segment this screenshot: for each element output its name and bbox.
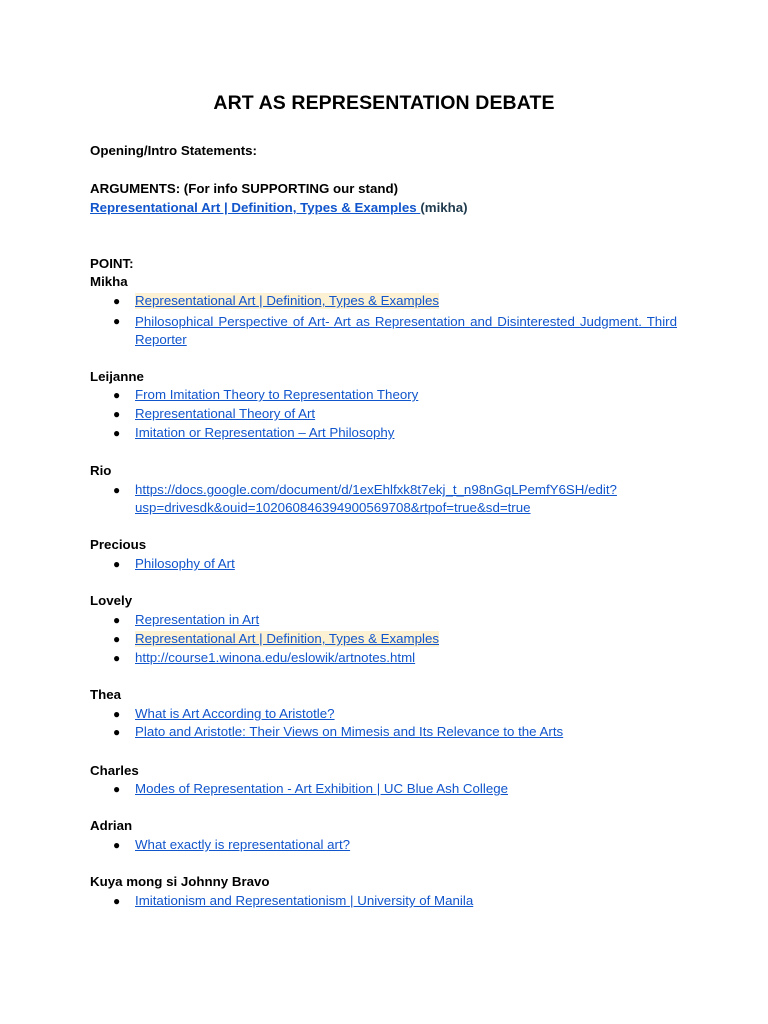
point-heading: POINT: — [90, 256, 134, 271]
bullet: ● — [113, 426, 121, 440]
bullet: ● — [113, 725, 121, 739]
section-name-johnny-bravo: Kuya mong si Johnny Bravo — [90, 874, 270, 889]
link-item[interactable]: Philosophical Perspective of Art- Art as Representation and Disinterested Judgment. Third Reporter — [135, 314, 677, 347]
bullet: ● — [113, 707, 121, 721]
bullet: ● — [113, 314, 121, 328]
link-item[interactable]: What is Art According to Aristotle? — [135, 706, 335, 721]
bullet: ● — [113, 557, 121, 571]
link-item[interactable]: From Imitation Theory to Representation Theory — [135, 387, 419, 402]
section-name-leijanne: Leijanne — [90, 369, 144, 384]
link-item[interactable]: Philosophy of Art — [135, 556, 235, 571]
section-name-precious: Precious — [90, 537, 147, 552]
section-name-mikha: Mikha — [90, 274, 128, 289]
link-item[interactable]: Imitation or Representation – Art Philosophy — [135, 425, 395, 440]
link-item[interactable]: Modes of Representation - Art Exhibition | UC Blue Ash College — [135, 781, 509, 796]
arguments-note: (mikha) — [420, 200, 468, 215]
section-name-adrian: Adrian — [90, 818, 133, 833]
link-item[interactable]: https://docs.google.com/document/d/1exEhlfxk8t7ekj_t_n98nGqLPemfY6SH/edit? — [135, 482, 617, 497]
bullet: ● — [113, 388, 121, 402]
link-item[interactable]: Representational Art | Definition, Types & Examples — [135, 293, 440, 308]
link-item[interactable]: Representation in Art — [135, 612, 260, 627]
bullet: ● — [113, 838, 121, 852]
link-item[interactable]: Plato and Aristotle: Their Views on Mimesis and Its Relevance to the Arts — [135, 724, 564, 739]
bullet: ● — [113, 294, 121, 308]
bullet: ● — [113, 632, 121, 646]
section-name-lovely: Lovely — [90, 593, 133, 608]
arguments-line — [90, 200, 468, 216]
bullet: ● — [113, 894, 121, 908]
section-name-charles: Charles — [90, 763, 139, 778]
section-name-rio: Rio — [90, 463, 112, 478]
link-item[interactable]: http://course1.winona.edu/eslowik/artnotes.html — [135, 650, 416, 665]
bullet: ● — [113, 613, 121, 627]
arguments-link[interactable]: Representational Art | Definition, Types & Examples — [90, 200, 421, 215]
link-item[interactable]: Representational Theory of Art — [135, 406, 316, 421]
bullet: ● — [113, 651, 121, 665]
opening-heading: Opening/Intro Statements: — [90, 143, 257, 158]
bullet: ● — [113, 483, 121, 497]
bullet: ● — [113, 782, 121, 796]
section-name-thea: Thea — [90, 687, 122, 702]
link-item[interactable]: Imitationism and Representationism | University of Manila — [135, 893, 474, 908]
arguments-heading: ARGUMENTS: (For info SUPPORTING our stand) — [90, 181, 399, 196]
link-item-continued[interactable]: usp=drivesdk&ouid=102060846394900569708&rtpof=true&sd=true — [135, 500, 531, 515]
link-item[interactable]: What exactly is representational art? — [135, 837, 351, 852]
page-title: ART AS REPRESENTATION DEBATE — [213, 92, 555, 114]
link-item[interactable]: Representational Art | Definition, Types & Examples — [135, 631, 440, 646]
bullet: ● — [113, 407, 121, 421]
